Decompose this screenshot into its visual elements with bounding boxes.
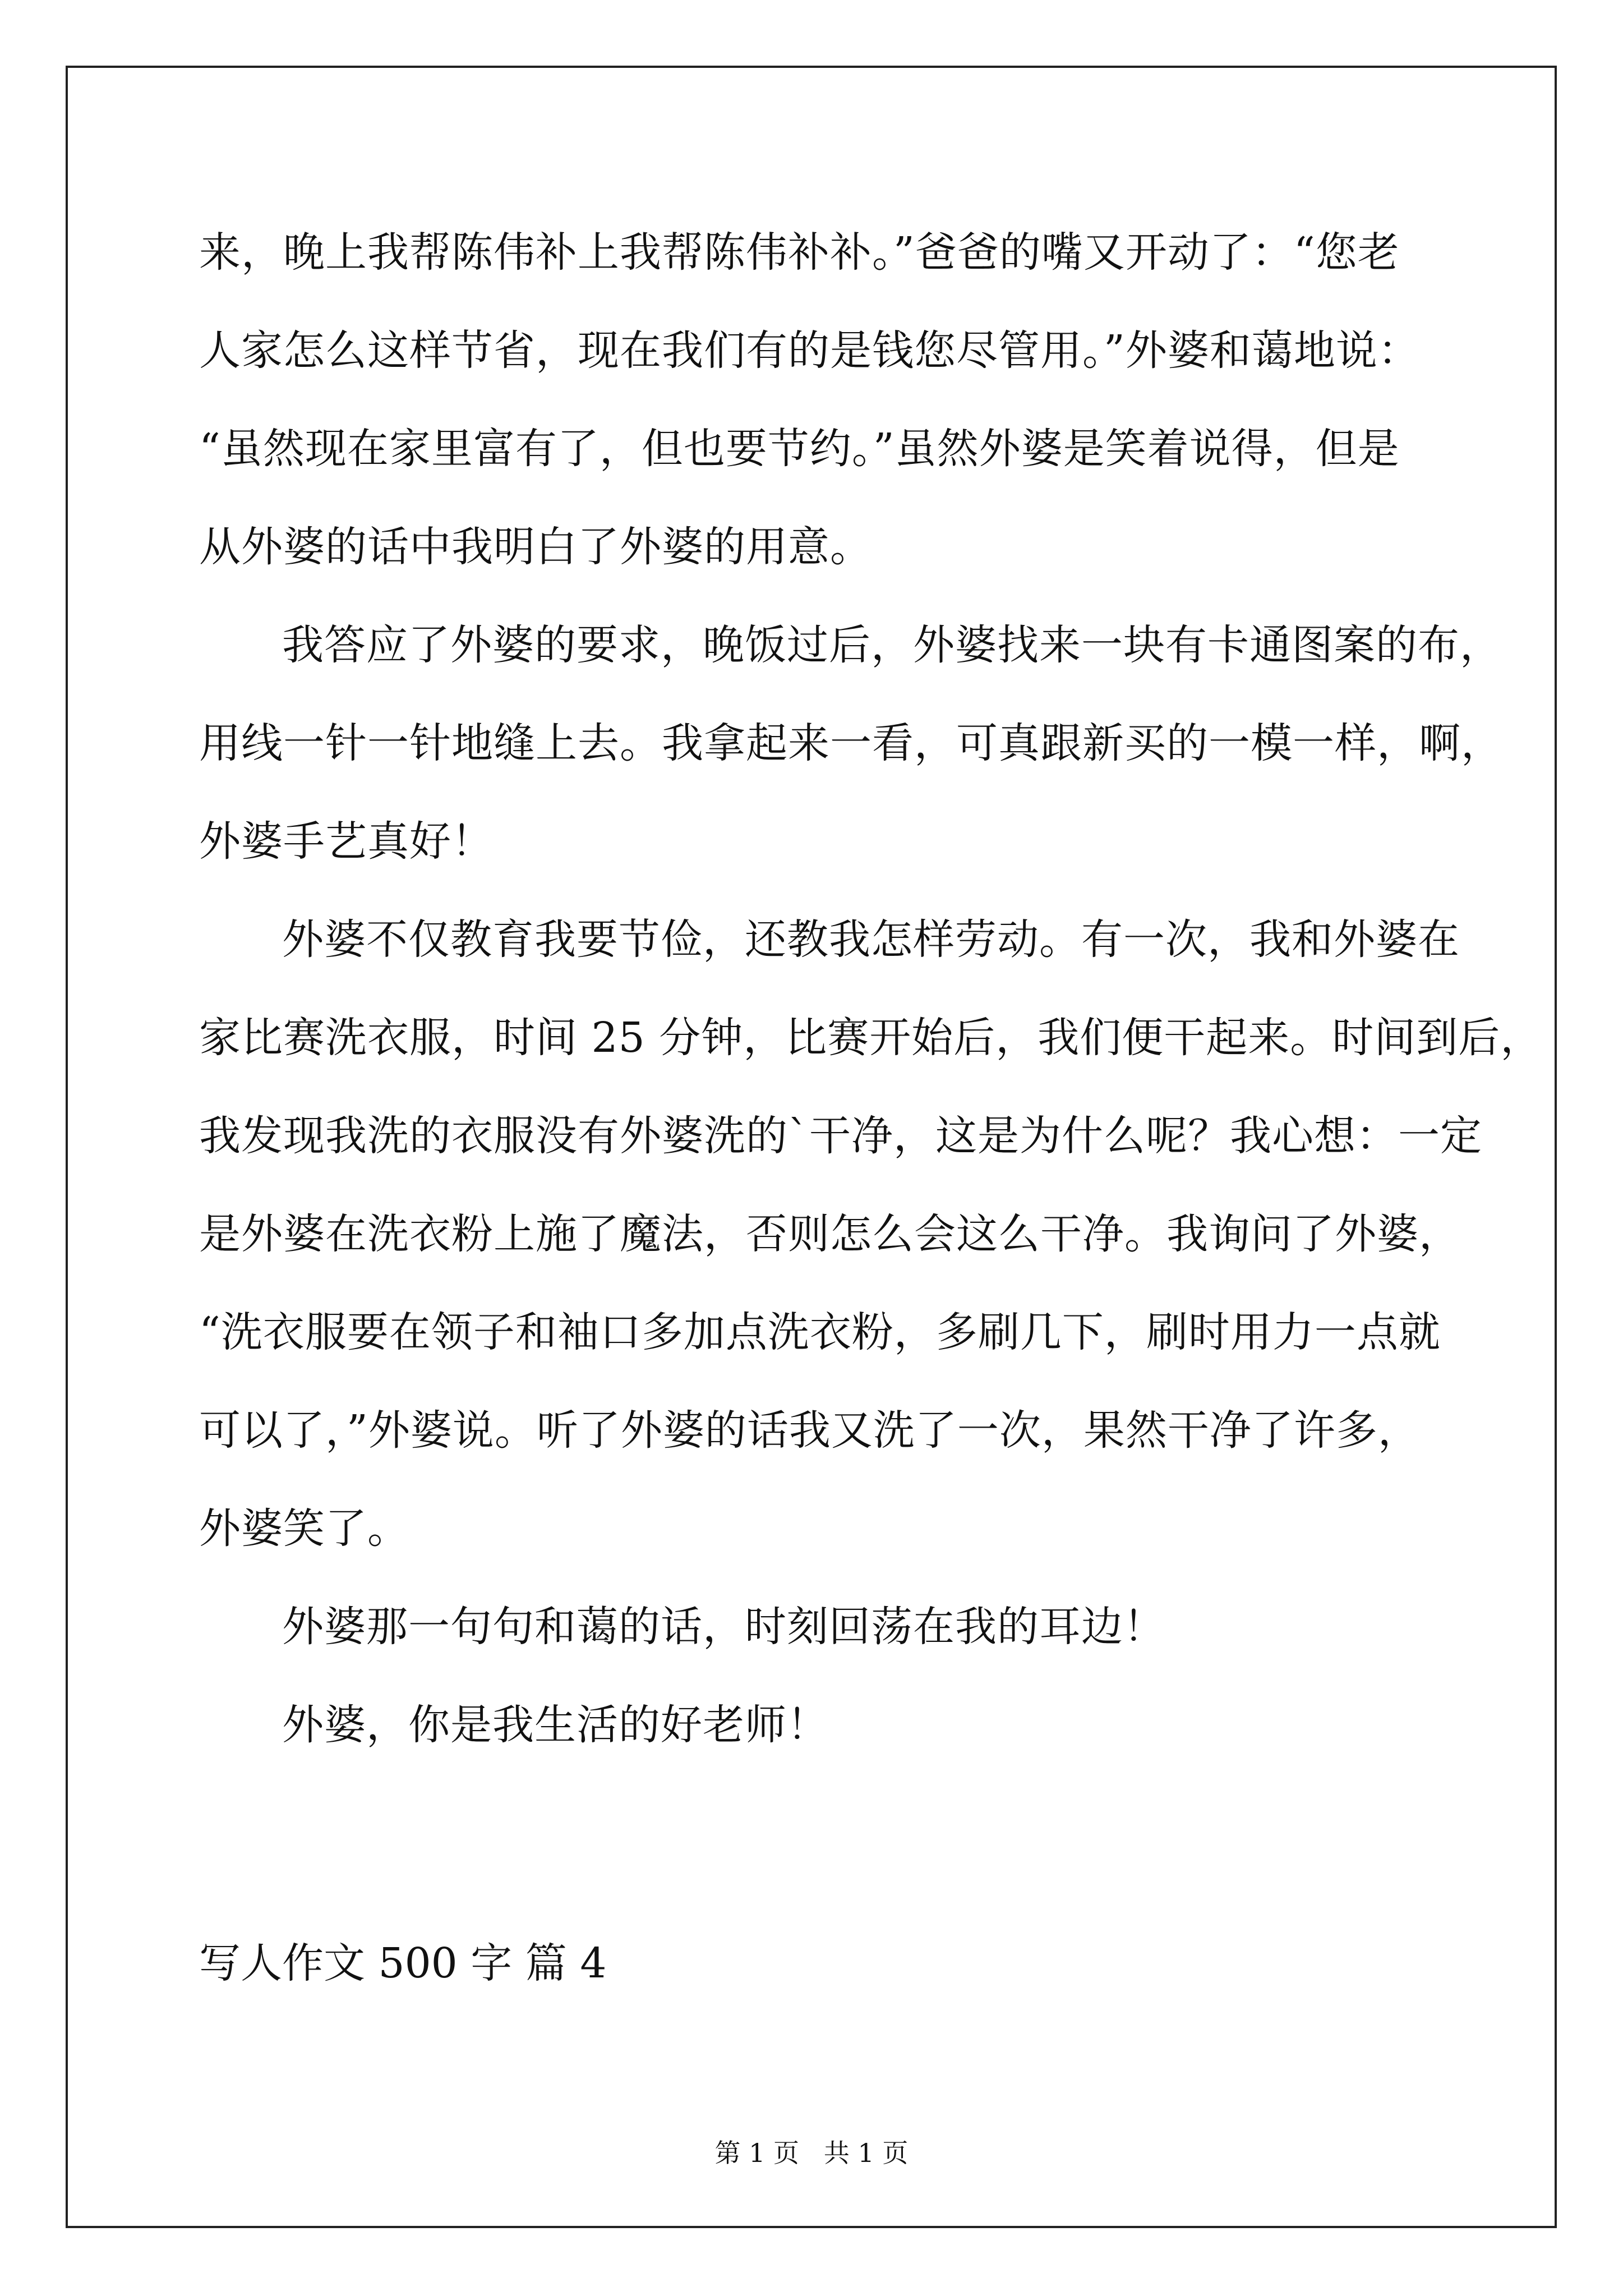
text-line: “虽然现在家里富有了，但也要节约。”虽然外婆是笑着说得，但是 xyxy=(199,425,1400,473)
text-line: 人家怎么这样节省，现在我们有的是钱您尽管用。”外婆和蔼地说： xyxy=(199,326,1420,375)
text-line: “洗衣服要在领子和袖口多加点洗衣粉，多刷几下，刷时用力一点就 xyxy=(199,1308,1441,1356)
document-body xyxy=(199,213,1543,1784)
paragraph-start-line: 我答应了外婆的要求，晚饭过后，外婆找来一块有卡通图案的布， xyxy=(282,621,1502,669)
page-footer: 第 1 页 共 1 页 xyxy=(714,2138,909,2168)
text-line: 我发现我洗的衣服没有外婆洗的`干净，这是为什么呢？我心想：一定 xyxy=(199,1112,1482,1160)
text-line: 可以了，”外婆说。听了外婆的话我又洗了一次，果然干净了许多， xyxy=(199,1406,1420,1455)
text-line: 外婆笑了。 xyxy=(199,1504,409,1553)
paragraph-start-line: 外婆不仅教育我要节俭，还教我怎样劳动。有一次，我和外婆在 xyxy=(282,915,1460,964)
section-heading: 写人作文 500 字 篇 4 xyxy=(199,1939,607,1987)
text-line: 是外婆在洗衣粉上施了魔法，否则怎么会这么干净。我询问了外婆， xyxy=(199,1210,1461,1258)
paragraph-start-line: 外婆那一句句和蔼的话，时刻回荡在我的耳边！ xyxy=(282,1603,1165,1651)
text-line: 用线一针一针地缝上去。我拿起来一看，可真跟新买的一模一样，啊， xyxy=(199,719,1503,767)
text-line: 外婆手艺真好！ xyxy=(199,817,494,866)
text-line: 来，晚上我帮陈伟补上我帮陈伟补补。”爸爸的嘴又开动了：“您老 xyxy=(199,228,1400,277)
text-line: 家比赛洗衣服，时间 25 分钟，比赛开始后，我们便干起来。时间到后， xyxy=(199,1014,1543,1062)
paragraph-start-line: 外婆，你是我生活的好老师！ xyxy=(282,1701,829,1749)
text-line: 从外婆的话中我明白了外婆的用意。 xyxy=(199,523,872,571)
